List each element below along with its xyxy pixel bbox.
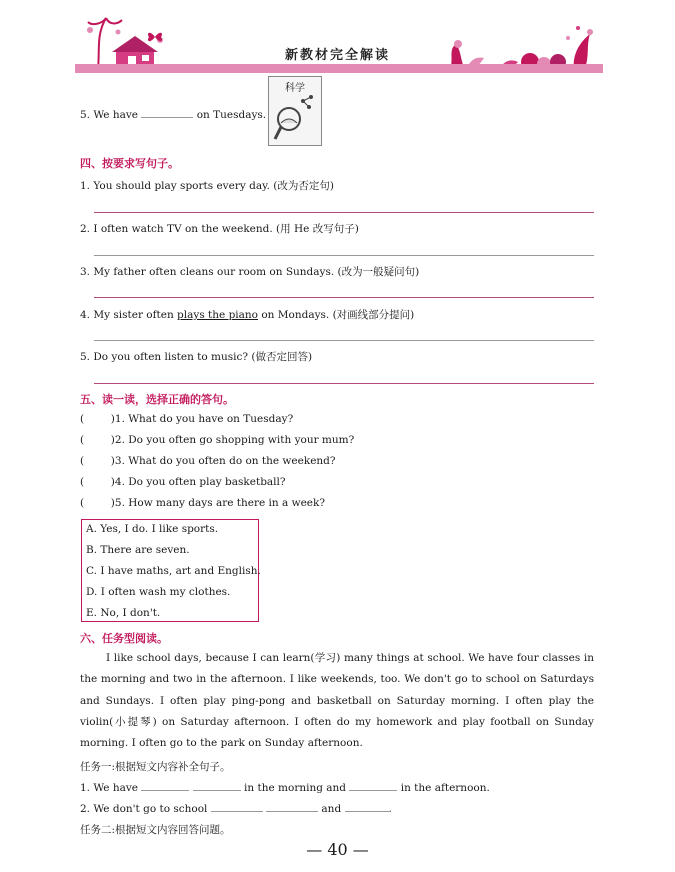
option-e: E. No, I don't. bbox=[86, 607, 161, 619]
answer-line[interactable] bbox=[94, 340, 594, 341]
question-text: on Mondays. (对画线部分提问) bbox=[258, 309, 415, 321]
part5-question-1[interactable]: ( )1. What do you have on Tuesday? bbox=[80, 413, 294, 425]
option-b: B. There are seven. bbox=[86, 544, 190, 556]
part3-question-5 bbox=[80, 107, 266, 121]
question-text: 4. My sister often bbox=[80, 309, 178, 321]
options-box bbox=[81, 519, 259, 622]
answer-blank[interactable] bbox=[345, 801, 389, 812]
section-title: 四、按要求写句子。 bbox=[80, 157, 179, 170]
part5-question-4[interactable]: ( )4. Do you often play basketball? bbox=[80, 476, 286, 488]
underlined-phrase: plays the piano bbox=[177, 309, 259, 321]
part4-question-1: 1. You should play sports every day. (改为否定句) bbox=[80, 180, 334, 192]
header-band bbox=[75, 64, 603, 73]
answer-line[interactable] bbox=[94, 255, 594, 256]
page-header bbox=[0, 0, 675, 80]
part5-question-2[interactable]: ( )2. Do you often go shopping with your mum? bbox=[80, 434, 355, 446]
section-title: 五、读一读，选择正确的答句。 bbox=[80, 393, 234, 406]
answer-blank[interactable] bbox=[266, 801, 318, 812]
header-title: 新教材完全解读 bbox=[284, 48, 390, 63]
question-text: and bbox=[321, 803, 342, 815]
task1-question-2 bbox=[80, 801, 392, 815]
part4-question-4 bbox=[80, 307, 414, 322]
part5-question-5[interactable]: ( )5. How many days are there in a week? bbox=[80, 497, 326, 509]
question-text: 2. We don't go to school bbox=[80, 803, 208, 815]
answer-line[interactable] bbox=[94, 212, 594, 213]
question-text: in the morning and bbox=[244, 782, 347, 794]
butterfly-icon bbox=[146, 30, 164, 44]
answer-blank[interactable] bbox=[193, 780, 241, 791]
answer-line[interactable] bbox=[94, 383, 594, 384]
page-number: — 40 — bbox=[306, 840, 369, 859]
part4-question-5: 5. Do you often listen to music? (做否定回答) bbox=[80, 351, 313, 363]
part5-question-3[interactable]: ( )3. What do you often do on the weekend? bbox=[80, 455, 336, 467]
answer-line[interactable] bbox=[94, 297, 594, 298]
task1-question-1 bbox=[80, 780, 490, 794]
question-text: in the afternoon. bbox=[400, 782, 490, 794]
question-text: on Tuesdays. bbox=[196, 109, 267, 121]
answer-blank[interactable] bbox=[211, 801, 263, 812]
option-d: D. I often wash my clothes. bbox=[86, 586, 231, 598]
option-a: A. Yes, I do. I like sports. bbox=[86, 523, 219, 535]
question-text: . bbox=[388, 803, 392, 815]
part4-question-2: 2. I often watch TV on the weekend. (用 He 改写句子) bbox=[80, 223, 359, 235]
option-c: C. I have maths, art and English. bbox=[86, 565, 261, 577]
science-image bbox=[268, 76, 322, 146]
image-label: 科学 bbox=[285, 83, 305, 94]
answer-blank[interactable] bbox=[141, 780, 189, 791]
question-text: 5. We have bbox=[80, 109, 139, 121]
task1-title: 任务一:根据短文内容补全句子。 bbox=[80, 761, 231, 773]
part4-question-3: 3. My father often cleans our room on Sundays. (改为一般疑问句) bbox=[80, 266, 420, 278]
magnifier-flask-icon bbox=[273, 93, 317, 143]
task2-title: 任务二:根据短文内容回答问题。 bbox=[80, 824, 231, 836]
answer-blank[interactable] bbox=[141, 107, 193, 118]
answer-blank[interactable] bbox=[349, 780, 397, 791]
section-title: 六、任务型阅读。 bbox=[80, 632, 168, 645]
question-text: 1. We have bbox=[80, 782, 139, 794]
reading-passage: I like school days, because I can learn(学习) many things at school. We have four classes in the morning and two in the afternoon. I like weekends, too. We don't go to school on Saturdays and Sundays. I often play ping-pong and basketball on Saturday morning. I often play the violin(小提琴) on Saturday afternoon. I often do my homework and play football on Sunday morning. I often go to the park on Sunday afternoon. bbox=[80, 652, 594, 750]
